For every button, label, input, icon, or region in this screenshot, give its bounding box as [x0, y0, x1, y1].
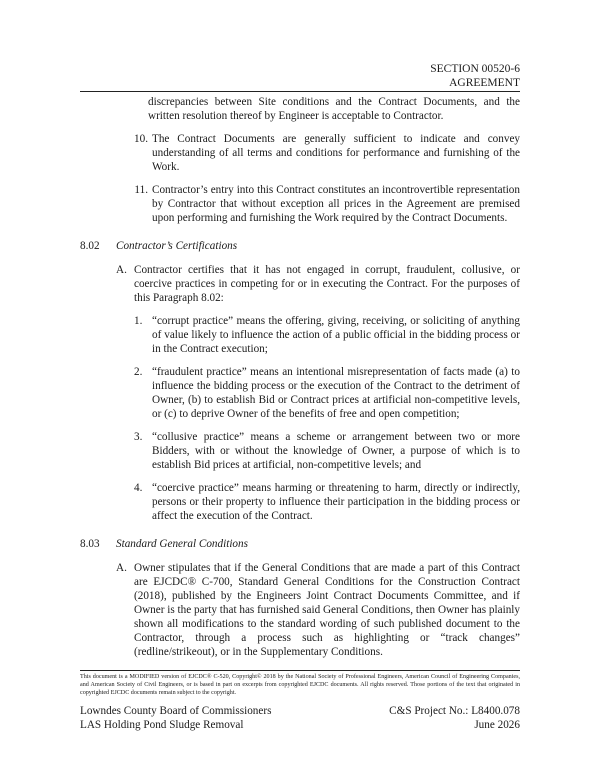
list-item-number: 11.	[134, 184, 148, 196]
paragraph-a	[116, 561, 520, 659]
paragraph-label: A.	[116, 264, 127, 276]
page-header	[430, 62, 520, 90]
project-number: C&S Project No.: L8400.078	[389, 705, 520, 717]
section-heading-title: Standard General Conditions	[116, 538, 248, 550]
document-date: June 2026	[474, 719, 520, 731]
list-item-text: The Contract Documents are generally sufficient to indicate and convey understanding of all terms and conditions for performance and furnishing of the Work.	[152, 133, 520, 173]
paragraph-text: Contractor certifies that it has not engaged in corrupt, fraudulent, collusive, or coercive practices in competing for or in executing the Contract. For the purposes of this Paragraph 8.02:	[134, 264, 520, 304]
owner-name: Lowndes County Board of Commissioners	[80, 705, 272, 717]
list-item-text: Contractor’s entry into this Contract constitutes an incontrovertible representation by Contractor that without exception all prices in the Agreement are premised upon performing and furnishing the Work required by the Contract Documents.	[152, 184, 520, 224]
sub-list-item	[134, 430, 520, 472]
section-heading-803	[80, 537, 520, 551]
paragraph-a	[116, 263, 520, 305]
sub-list-item-text: “fraudulent practice” means an intentional misrepresentation of facts made (a) to influence the bidding process or the execution of the Contract to the detriment of Owner, (b) to establish Bid or Contract prices at artificial non-competitive levels, or (c) to deprive Owner of the benefits of free and open competition;	[152, 366, 520, 420]
sub-list-item-number: 3.	[134, 431, 143, 443]
section-heading-title: Contractor’s Certifications	[116, 240, 238, 252]
section-heading-number: 8.03	[80, 538, 100, 550]
sub-list-item-number: 4.	[134, 482, 143, 494]
section-heading-number: 8.02	[80, 240, 100, 252]
footer-divider	[80, 670, 520, 671]
sub-list-item	[134, 481, 520, 523]
list-item	[130, 132, 520, 174]
document-body	[80, 95, 520, 659]
page-footer	[80, 704, 520, 732]
sub-list-item-text: “corrupt practice” means the offering, giving, receiving, or soliciting of anything of value likely to influence the action of a public official in the bidding process or in the Contract execution;	[152, 315, 520, 355]
footer-left	[80, 704, 271, 732]
sub-list-item	[134, 314, 520, 356]
section-heading-802	[80, 239, 520, 253]
footer-right	[389, 704, 520, 732]
continued-paragraph: discrepancies between Site conditions and the Contract Documents, and the written resolution thereof by Engineer is acceptable to Contractor.	[148, 96, 520, 122]
project-name: LAS Holding Pond Sludge Removal	[80, 719, 244, 731]
list-item-number: 10.	[134, 133, 148, 145]
document-title: AGREEMENT	[449, 77, 520, 89]
section-number: SECTION 00520-6	[430, 63, 520, 75]
sub-list-item-text: “coercive practice” means harming or threatening to harm, directly or indirectly, persons or their property to influence their participation in the bidding process or affect the execution of the Contract.	[152, 482, 520, 522]
sub-list-item-number: 1.	[134, 315, 143, 327]
list-item	[130, 183, 520, 225]
header-divider	[80, 91, 520, 92]
sub-list-item	[134, 365, 520, 421]
paragraph-label: A.	[116, 562, 127, 574]
sub-list-item-text: “collusive practice” means a scheme or arrangement between two or more Bidders, with or without the knowledge of Owner, a purpose of which is to establish Bid prices at artificial, non-competitive levels; and	[152, 431, 520, 471]
copyright-footnote: This document is a MODIFIED version of EJCDC® C-520, Copyright© 2018 by the National Society of Professional Engineers, American Council of Engineering Companies, and American Society of Civil Engineers, or is based in part on excerpts from copyrighted EJCDC documents. All rights reserved. Those portions of the text that originated in copyrighted EJCDC documents remain subject to the copyright.	[80, 674, 520, 696]
sub-list-item-number: 2.	[134, 366, 143, 378]
paragraph-text: Owner stipulates that if the General Conditions that are made a part of this Contract are EJCDC® C-700, Standard General Conditions for the Construction Contract (2018), published by the Engineers Joint Contract Documents Committee, and if Owner is the party that has furnished said General Conditions, then Owner has plainly shown all modifications to the standard wording of such published document to the Contractor, through a process such as highlighting or “track changes” (redline/strikeout), or in the Supplementary Conditions.	[134, 562, 520, 658]
